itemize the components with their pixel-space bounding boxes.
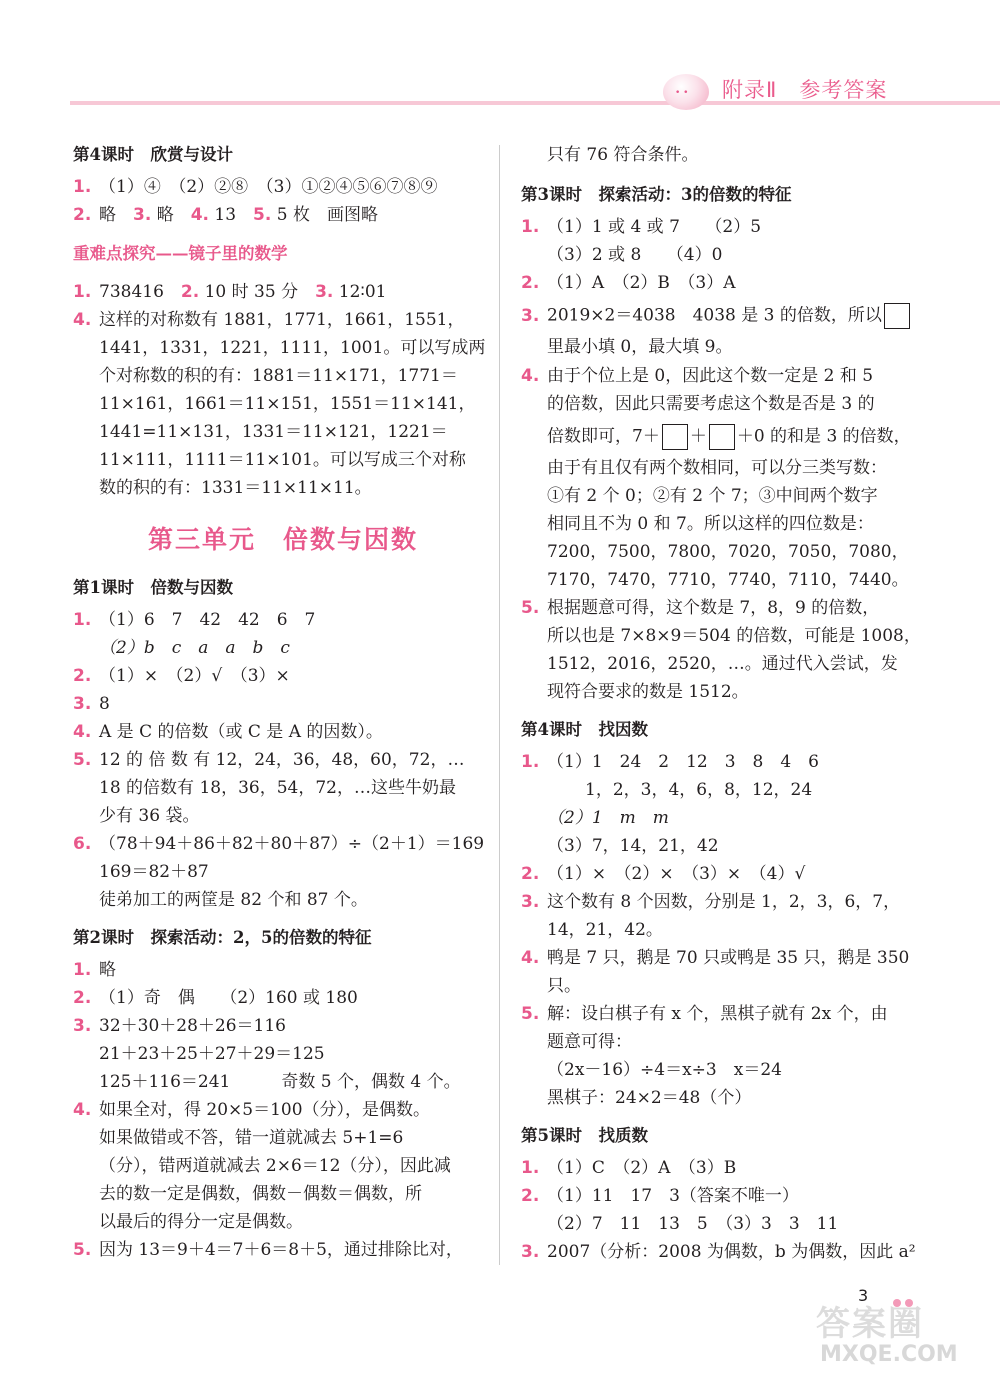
answer-line: 4. A 是 C 的倍数（或 C 是 A 的因数）。 [73,722,383,742]
answer-line: 7170，7470，7710，7740，7110，7440。 [547,570,909,590]
answer-line: 1. （1）1 24 2 12 3 8 4 6 [521,752,819,772]
answer-line: 1. （1）1 或 4 或 7 （2）5 [521,217,762,237]
answer-line: 4. 鸭是 7 只，鹅是 70 只或鸭是 35 只，鹅是 350 [521,948,910,968]
section-title: 第2课时 探索活动：2，5的倍数的特征 [73,928,372,947]
answer-line: （分），错两道就减去 2×6＝12（分），因此减 [99,1156,451,1176]
answer-line: 1441，1331，1221，1111，1001。可以写成两 [99,338,486,358]
watermark-text: 答案圈 [816,1304,924,1344]
answer-line: （2）1 m m [547,808,669,828]
answer-line: 5. 解：设白棋子有 x 个，黑棋子就有 2x 个，由 [521,1004,888,1024]
section-title: 第4课时 欣赏与设计 [73,145,233,164]
answer-line: 1. （1）④ （2）②⑧ （3）①②④⑤⑥⑦⑧⑨ [73,177,438,197]
answer-line: （2x－16）÷4＝x÷3 x＝24 [547,1060,782,1080]
answer-line: 1. 738416 2. 10 时 35 分 3. 12∶01 [73,282,387,302]
answer-line: 2. （1）奇 偶 （2）160 或 180 [73,988,358,1008]
answer-line: 3. 32＋30＋28＋26＝116 [73,1016,286,1036]
answer-line: （2）b c a a b c [99,638,290,658]
section-title: 第1课时 倍数与因数 [73,578,233,597]
answer-line: 以最后的得分一定是偶数。 [99,1212,303,1232]
answer-line: 2. （1）A （2）B （3）A [521,273,736,293]
answer-line: 5. 根据题意可得，这个数是 7，8，9 的倍数， [521,598,880,618]
answer-line: 相同且不为 0 和 7。所以这样的四位数是： [547,514,874,534]
answer-line: 11×161，1661＝11×151，1551＝11×141， [99,394,476,414]
answer-line: 倍数即可，7＋ ＋ ＋0 的和是 3 的倍数， [521,424,911,450]
answer-line: 只。 [547,976,581,996]
column-divider [499,145,500,1265]
answer-line: 的倍数，因此只需要考虑这个数是否是 3 的 [547,394,875,414]
answer-line: 21＋23＋25＋27＋29＝125 [99,1044,325,1064]
answer-line: 2. （1）11 17 3（答案不唯一） [521,1186,799,1206]
answer-line: 14，21，42。 [547,920,663,940]
answer-line: 3. 这个数有 8 个因数，分别是 1，2，3，6，7， [521,892,901,912]
answer-line: 5. 因为 13＝9＋4＝7＋6＝8＋5，通过排除比对， [73,1240,463,1260]
answer-line: 如果做错或不答，错一道就减去 5+1=6 [99,1128,404,1148]
answer-line: 少有 36 袋。 [99,806,200,826]
answer-line: 125＋116＝241 奇数 5 个，偶数 4 个。 [99,1072,461,1092]
blank-box [662,424,688,450]
answer-line: 现符合要求的数是 1512。 [547,682,749,702]
answer-line: 题意可得： [547,1032,632,1052]
watermark [812,1296,992,1372]
answer-line: 2. （1）× （2）√ （3）× [73,666,290,686]
answer-line: 7200，7500，7800，7020，7050，7080， [547,542,909,562]
watermark-url: MXQE.COM [820,1342,958,1367]
header-title: 附录Ⅱ 参考答案 [722,78,888,102]
answer-line: 数的积的有：1331＝11×11×11。 [99,478,372,498]
answer-line: 5. 12 的 倍 数 有 12，24，36，48，60，72，… [73,750,465,770]
answer-line: 1，2，3，4，6，8，12，24 [585,780,813,800]
section-title: 第3课时 探索活动：3的倍数的特征 [521,185,792,204]
answer-line: 169＝82＋87 [99,862,209,882]
answer-line: 里最小填 0，最大填 9。 [547,337,733,357]
answer-line: 1512，2016，2520，…。通过代入尝试，发 [547,654,898,674]
answer-line: 6. （78＋94＋86＋82＋80＋87）÷（2＋1）＝169 [73,834,485,854]
answer-line: 3. 2007（分析：2008 为偶数，b 为偶数，因此 a² [521,1242,916,1262]
answer-line: 黑棋子：24×2＝48（个） [547,1088,752,1108]
blank-box [709,424,735,450]
answer-line: （2）7 11 13 5 （3）3 3 11 [547,1214,839,1234]
answer-line: 1. 略 [73,960,116,980]
answer-line: 只有 76 符合条件。 [547,145,699,165]
answer-line: 1. （1）C （2）A （3）B [521,1158,737,1178]
answer-line: 2. 略 3. 略 4. 13 5. 5 枚 画图略 [73,205,378,225]
answer-line: 11×111，1111＝11×101。可以写成三个对称 [99,450,466,470]
answer-line: 所以也是 7×8×9＝504 的倍数，可能是 1008， [547,626,921,646]
unit-title: 第三单元 倍数与因数 [148,525,419,554]
answer-line: 由于有且仅有两个数相同，可以分三类写数： [547,458,887,478]
answer-line: 2. （1）× （2）× （3）× （4）√ [521,864,806,884]
mascot-icon: • • [657,66,715,112]
answer-line: 去的数一定是偶数，偶数－偶数＝偶数，所 [99,1184,422,1204]
answer-line: （3）7，14，21，42 [547,836,719,856]
answer-line: 18 的倍数有 18，36，54，72，…这些牛奶最 [99,778,456,798]
answer-line: 4. 由于个位上是 0，因此这个数一定是 2 和 5 [521,366,874,386]
answer-line: 4. 这样的对称数有 1881，1771，1661，1551， [73,310,465,330]
page-number: 3 [858,1286,869,1305]
answer-line: 3. 8 [73,694,110,714]
answer-line: 1. （1）6 7 42 42 6 7 [73,610,316,630]
answer-line: 4. 如果全对，得 20×5＝100（分），是偶数。 [73,1100,431,1120]
section-title: 第5课时 找质数 [521,1126,648,1145]
blank-box [884,303,910,329]
answer-line: ①有 2 个 0；②有 2 个 7；③中间两个数字 [547,486,878,506]
answer-line: （3）2 或 8 （4）0 [547,245,723,265]
answer-line: 徒弟加工的两筐是 82 个和 87 个。 [99,890,368,910]
section-title: 第4课时 找因数 [521,720,648,739]
answer-line: 3. 2019×2＝4038 4038 是 3 的倍数，所以 [521,303,912,329]
answer-line: 个对称数的积的有：1881＝11×171，1771＝ [99,366,458,386]
answer-line: 1441=11×131，1331＝11×121，1221＝ [99,422,448,442]
focus-title: 重难点探究——镜子里的数学 [73,244,288,263]
